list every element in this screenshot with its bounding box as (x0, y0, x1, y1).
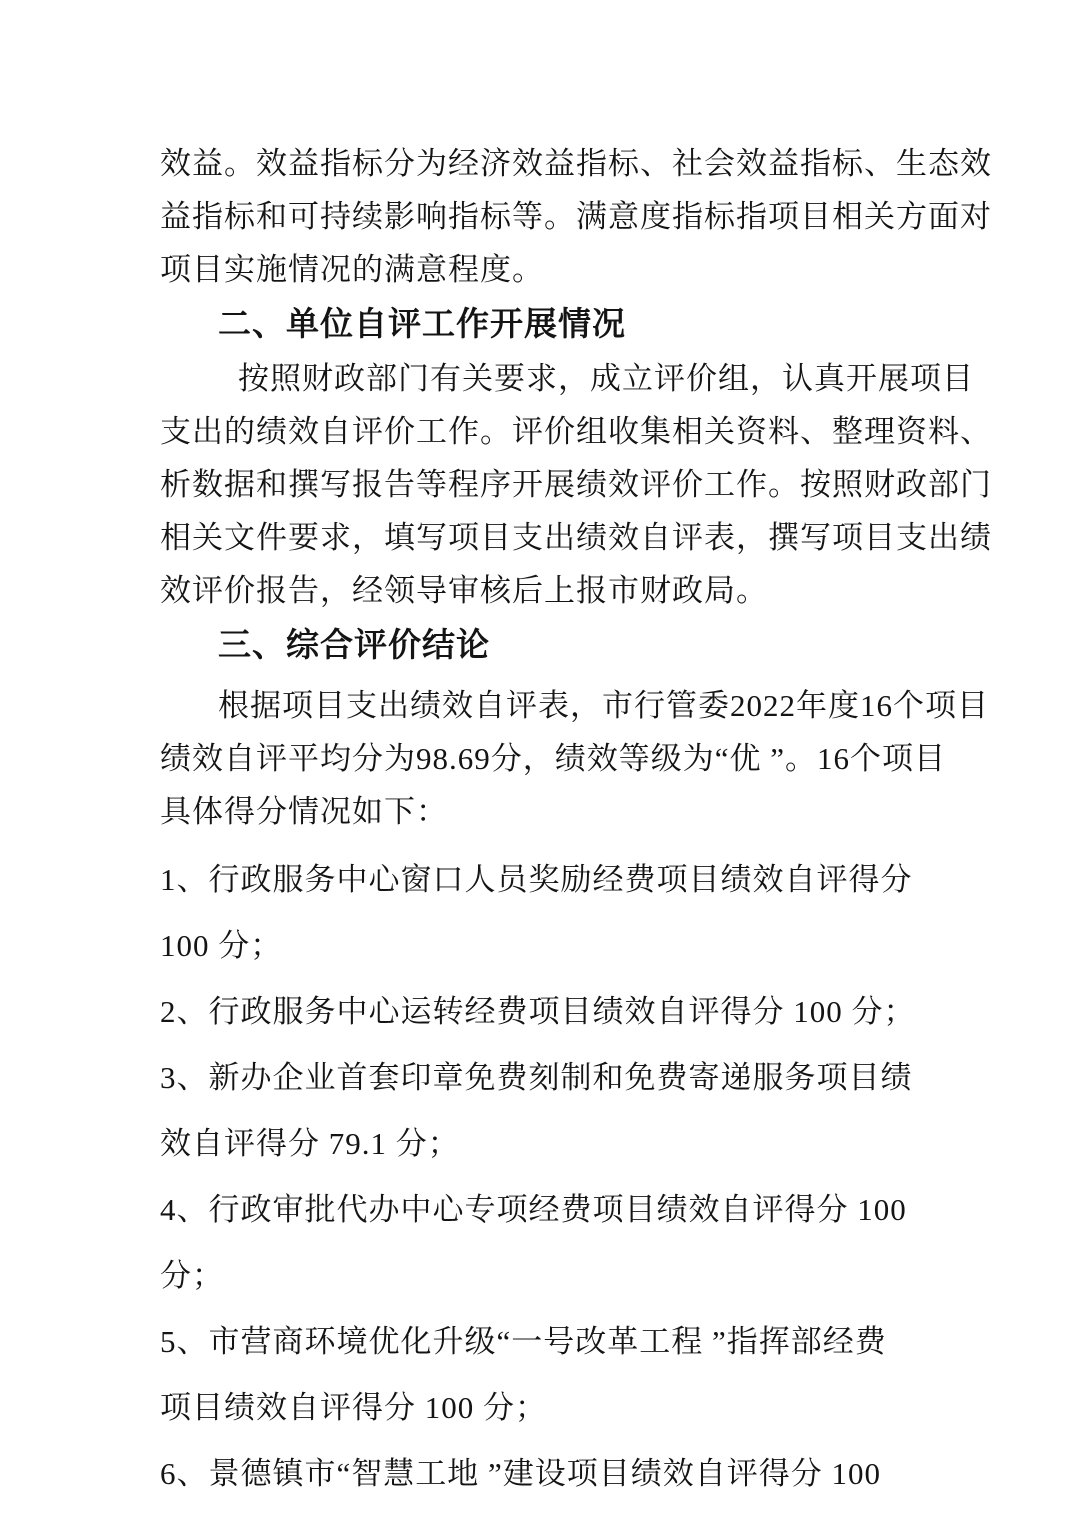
paragraph-line: 析数据和撰写报告等程序开展绩效评价工作。按照财政部门 (160, 467, 992, 502)
section-heading-2: 二、单位自评工作开展情况 (218, 304, 626, 343)
list-item-4-continuation: 分； (160, 1258, 224, 1293)
list-item-6: 6、景德镇市“智慧工地 ”建设项目绩效自评得分 100 (160, 1456, 882, 1491)
paragraph-line: 具体得分情况如下： (160, 794, 448, 829)
paragraph-line: 效评价报告，经领导审核后上报市财政局。 (160, 573, 768, 608)
list-item-3-continuation: 效自评得分 79.1 分； (160, 1126, 460, 1161)
section-heading-3: 三、综合评价结论 (218, 625, 490, 664)
list-item-4: 4、行政审批代办中心专项经费项目绩效自评得分 100 (160, 1192, 907, 1227)
paragraph-line: 益指标和可持续影响指标等。满意度指标指项目相关方面对 (160, 199, 992, 234)
paragraph-line: 绩效自评平均分为98.69分，绩效等级为“优 ”。16个项目 (160, 741, 947, 776)
list-item-3: 3、新办企业首套印章免费刻制和免费寄递服务项目绩 (160, 1060, 913, 1095)
paragraph-line: 根据项目支出绩效自评表，市行管委2022年度16个项目 (218, 688, 989, 723)
paragraph-line: 支出的绩效自评价工作。评价组收集相关资料、整理资料、 (160, 414, 992, 449)
paragraph-line: 相关文件要求，填写项目支出绩效自评表，撰写项目支出绩 (160, 520, 992, 555)
list-item-1: 1、行政服务中心窗口人员奖励经费项目绩效自评得分 (160, 862, 913, 897)
list-item-5: 5、市营商环境优化升级“一号改革工程 ”指挥部经费 (160, 1324, 887, 1359)
list-item-5-continuation: 项目绩效自评得分 100 分； (160, 1390, 547, 1425)
paragraph-line: 效益。效益指标分为经济效益指标、社会效益指标、生态效 (160, 146, 992, 181)
paragraph-line: 项目实施情况的满意程度。 (160, 252, 544, 287)
list-item-1-continuation: 100 分； (160, 928, 283, 963)
list-item-2: 2、行政服务中心运转经费项目绩效自评得分 100 分； (160, 994, 916, 1029)
paragraph-line: 按照财政部门有关要求，成立评价组，认真开展项目 (238, 361, 974, 396)
